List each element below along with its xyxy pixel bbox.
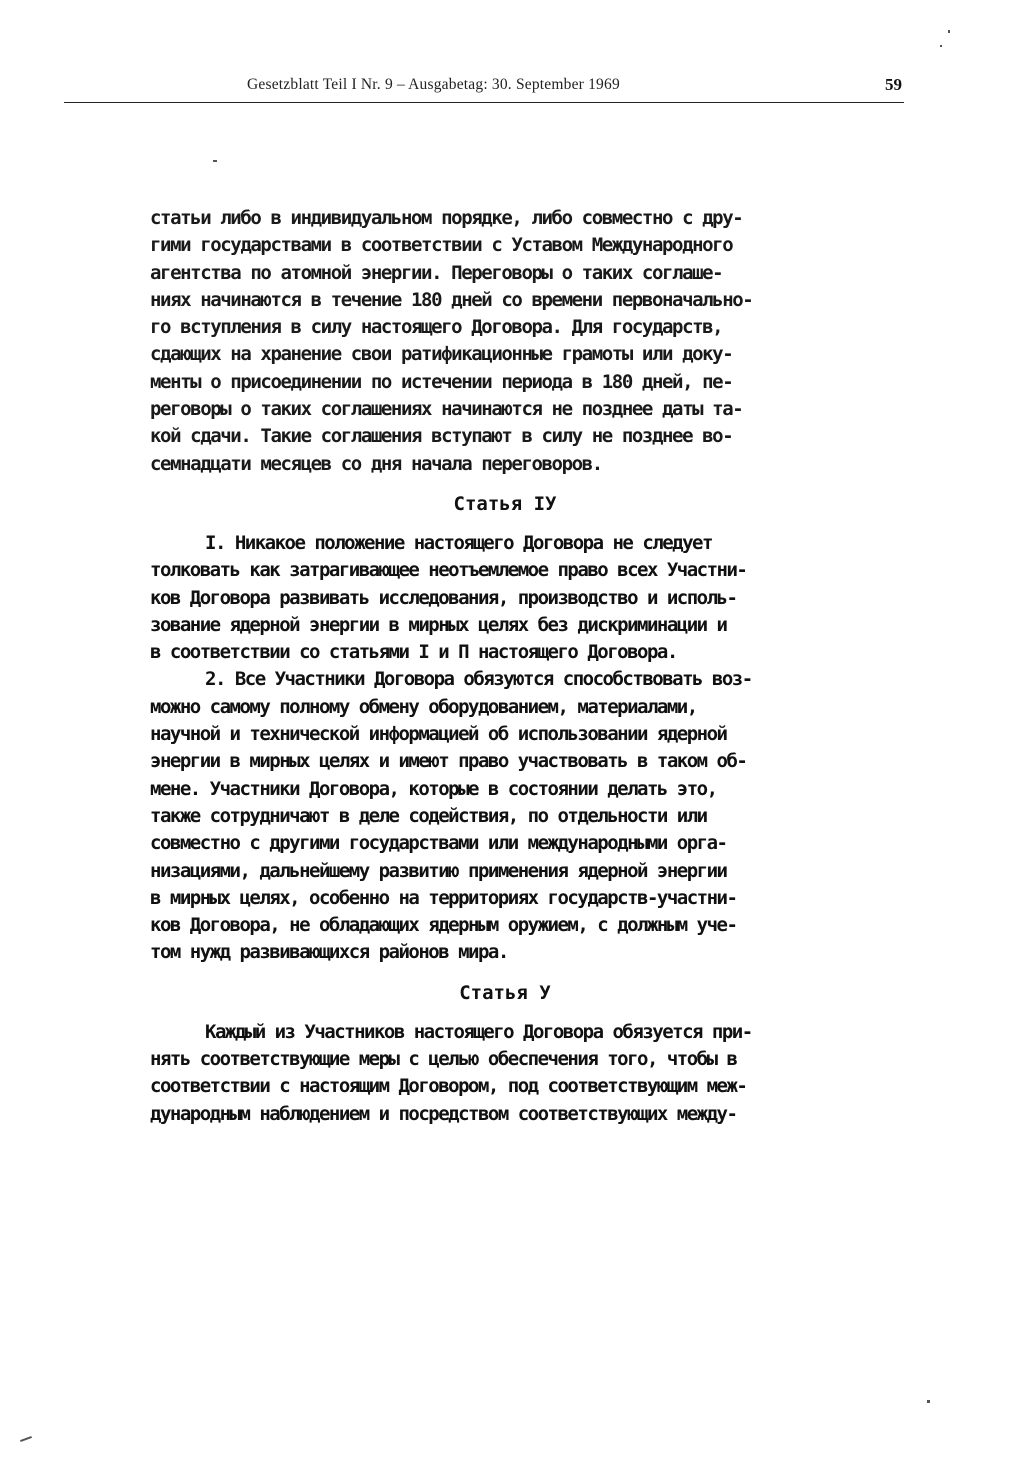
scan-speck — [20, 1436, 32, 1442]
text-line: энергии в мирных целях и имеют право участвовать в таком об- — [150, 750, 747, 773]
text-line: зование ядерной энергии в мирных целях без дискриминации и — [150, 613, 727, 636]
text-line: в соответствии со статьями I и П настоящего Договора. — [150, 641, 677, 664]
scan-speck — [940, 45, 942, 47]
text-line: совместно с другими государствами или международными орга- — [150, 832, 727, 855]
text-line: можно самому полному обмену оборудованием, материалами, — [150, 695, 697, 718]
text-line: агентства по атомной энергии. Переговоры о таких соглаше- — [150, 261, 723, 284]
text-line: ниях начинаются в течение 180 дней со времени первоначально- — [150, 288, 753, 311]
text-line: также сотрудничают в деле содействия, по отдельности или — [150, 804, 707, 827]
text-line: кой сдачи. Такие соглашения вступают в силу не позднее во- — [150, 425, 733, 448]
text-line: толковать как затрагивающее неотъемлемое право всех Участни- — [150, 559, 747, 582]
text-line: том нужд развивающихся районов мира. — [150, 941, 508, 964]
article-5-heading: Статья У — [459, 981, 551, 1004]
text-line: научной и технической информацией об использовании ядерной — [150, 723, 727, 746]
text-line: ков Договора, не обладающих ядерным оружием, с должным уче- — [150, 914, 737, 937]
article-4-heading: Статья IУ — [453, 492, 557, 515]
text-line: дународным наблюдением и посредством соответствующих между- — [150, 1102, 737, 1125]
text-line: гими государствами в соответствии с Уставом Международного — [150, 234, 733, 257]
text-line: статьи либо в индивидуальном порядке, либо совместно с дру- — [150, 207, 743, 229]
page-header — [64, 72, 904, 103]
text-line: нять соответствующие меры с целью обеспечения того, чтобы в — [150, 1048, 737, 1071]
article-5-body — [150, 1019, 840, 1128]
header-title: Gesetzblatt Teil I Nr. 9 – Ausgabetag: 30. September 1969 — [247, 76, 620, 93]
text-line: семнадцати месяцев со дня начала переговоров. — [150, 452, 602, 475]
scan-speck — [948, 30, 950, 33]
text-line: реговоры о таких соглашениях начинаются не позднее даты та- — [150, 398, 743, 421]
text-line: менты о присоединении по истечении периода в 180 дней, пе- — [150, 370, 733, 393]
text-line: Каждый из Участников настоящего Договора обязуется при- — [205, 1020, 752, 1043]
article-4-clause-2 — [150, 666, 840, 966]
text-line: I. Никакое положение настоящего Договора не следует — [205, 531, 712, 554]
page-number: 59 — [885, 75, 902, 94]
text-line: низациями, дальнейшему развитию применения ядерной энергии — [150, 859, 727, 882]
text-line: го вступления в силу настоящего Договора. Для государств, — [150, 316, 723, 339]
text-line: соответствии с настоящим Договором, под соответствующим меж- — [150, 1075, 747, 1098]
text-line: 2. Все Участники Договора обязуются способствовать воз- — [205, 668, 752, 691]
text-line: ков Договора развивать исследования, производство и исполь- — [150, 586, 737, 609]
text-line: сдающих на хранение свои ратификационные грамоты или доку- — [150, 343, 733, 366]
document-body — [150, 205, 840, 1128]
scan-speck — [927, 1400, 930, 1403]
scan-speck — [213, 160, 217, 162]
text-line: мене. Участники Договора, которые в состоянии делать это, — [150, 777, 717, 800]
text-line: в мирных целях, особенно на территориях государств-участни- — [150, 886, 737, 909]
article-4-clause-1 — [150, 530, 840, 666]
paragraph-1 — [150, 205, 840, 478]
